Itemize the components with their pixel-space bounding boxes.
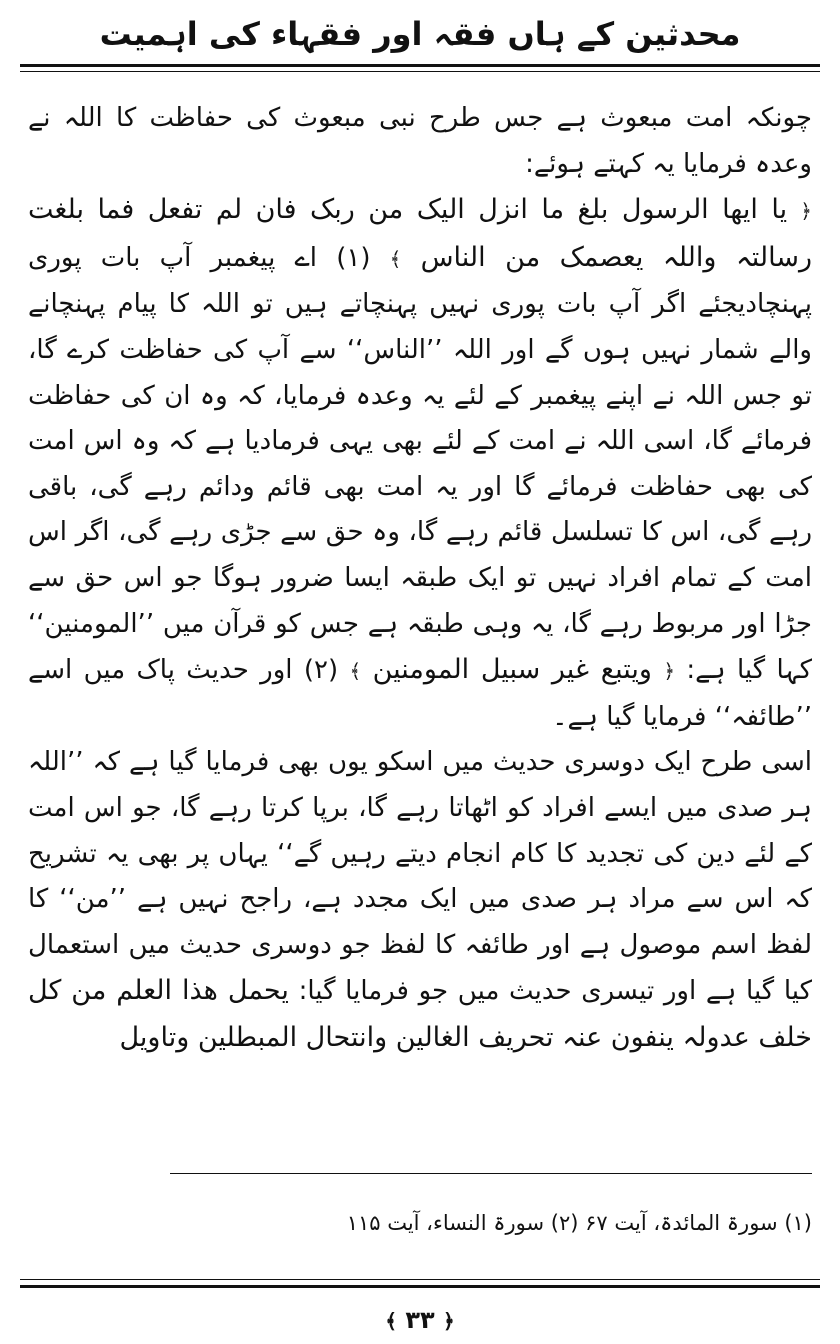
header-rule-top	[20, 64, 820, 67]
hadith-quote: یحمل ھذا العلم من کل خلف عدولہ ینفون عنہ تحریف الغالین وانتحال المبطلین وتاویل	[28, 975, 812, 1053]
verse-close-ornament: ﴾	[389, 246, 402, 271]
header-rule-bottom	[20, 71, 820, 72]
verse-open-ornament: ﴿	[800, 199, 813, 224]
footnotes: (۱) سورۃ المائدۃ، آیت ۶۷ (۲) سورۃ النساء، آیت ۱۱۵	[346, 1211, 812, 1235]
verse2-close-ornament: ﴾	[349, 659, 362, 684]
footnote-ref-2: (۲)	[303, 655, 339, 686]
quran-verse-nisa: ویتبع غیر سبیل المومنین	[372, 654, 652, 686]
hadith-discussion: اسی طرح ایک دوسری حدیث میں اسکو یوں بھی فرمایا گیا ہے کہ ’’اللہ ہر صدی میں ایسے افراد کو اٹھاتا رہے گا، برپا کرتا رہے گا، جو اس امت کے لئے دین کی تجدید کا کام انجام دیتے رہیں گے‘‘ یہاں پر بھی یہ تشریح کہ اس سے مراد ہر صدی میں ایک مجدد ہے، راجح نہیں ہے ’’من‘‘ کا لفظ اسم موصول ہے اور طائفہ کا لفظ جو دوسری حدیث میں استعمال کیا گیا ہے اور تیسری حدیث میں جو فرمایا گیا:	[28, 747, 812, 1007]
footer-rule-bottom	[20, 1285, 820, 1288]
page-number-close-ornament: ﴾	[385, 1309, 397, 1333]
paragraph-verse	[28, 187, 812, 740]
verse-tail: اور حدیث پاک میں اسے ’’طائفہ‘‘ فرمایا گیا ہے۔	[28, 655, 812, 732]
quran-verse-maidah: یا ایھا الرسول بلغ ما انزل الیک من ربک فان لم تفعل فما بلغت رسالتہ واللہ یعصمک من الناس	[28, 194, 813, 273]
verse-explanation: اے پیغمبر آپ بات پوری پہنچادیجئے اگر آپ بات پوری نہیں پہنچاتے ہیں تو اللہ کا پیام پہنچانے والے شمار نہیں ہوں گے اور اللہ ’’الناس‘‘ سے آپ کی حفاظت کرے گا، تو جس اللہ نے اپنے پیغمبر کے لئے یہ وعدہ فرمایا، کہ وہ ان کی حفاظت فرمائے گا، اسی اللہ نے امت کے لئے بھی یہی فرمادیا ہے کہ وہ اس امت کی بھی حفاظت فرمائے گا اور یہ امت بھی قائم ودائم رہے گی، باقی رہے گی، اس کا تسلسل قائم رہے گا، وہ حق سے جڑی رہے گی، اگر اس امت کے تمام افراد نہیں تو ایک طبقہ ایسا ضرور ہوگا جو اس حق سے جڑا اور مربوط رہے گا، یہ وہی طبقہ ہے جس کو قرآن میں ’’المومنین‘‘ کہا گیا ہے:	[28, 242, 813, 686]
footnote-divider	[170, 1173, 812, 1174]
footnote-ref-1: (۱)	[336, 242, 371, 273]
footer-rule-top	[20, 1279, 820, 1280]
main-text	[28, 96, 812, 1061]
verse2-open-ornament: ﴿	[663, 659, 676, 684]
page-number	[0, 1300, 840, 1341]
paragraph-intro: چونکہ امت مبعوث ہے جس طرح نبی مبعوث کی حفاظت کا اللہ نے وعدہ فرمایا یہ کہتے ہوئے:	[28, 103, 812, 179]
page-title: محدثین کے ہاں فقہ اور فقہاء کی اہمیت	[99, 15, 741, 53]
page-number-value: ۳۳	[405, 1306, 435, 1334]
page-number-open-ornament: ﴿	[443, 1309, 455, 1333]
paragraph-hadith	[28, 740, 812, 1061]
